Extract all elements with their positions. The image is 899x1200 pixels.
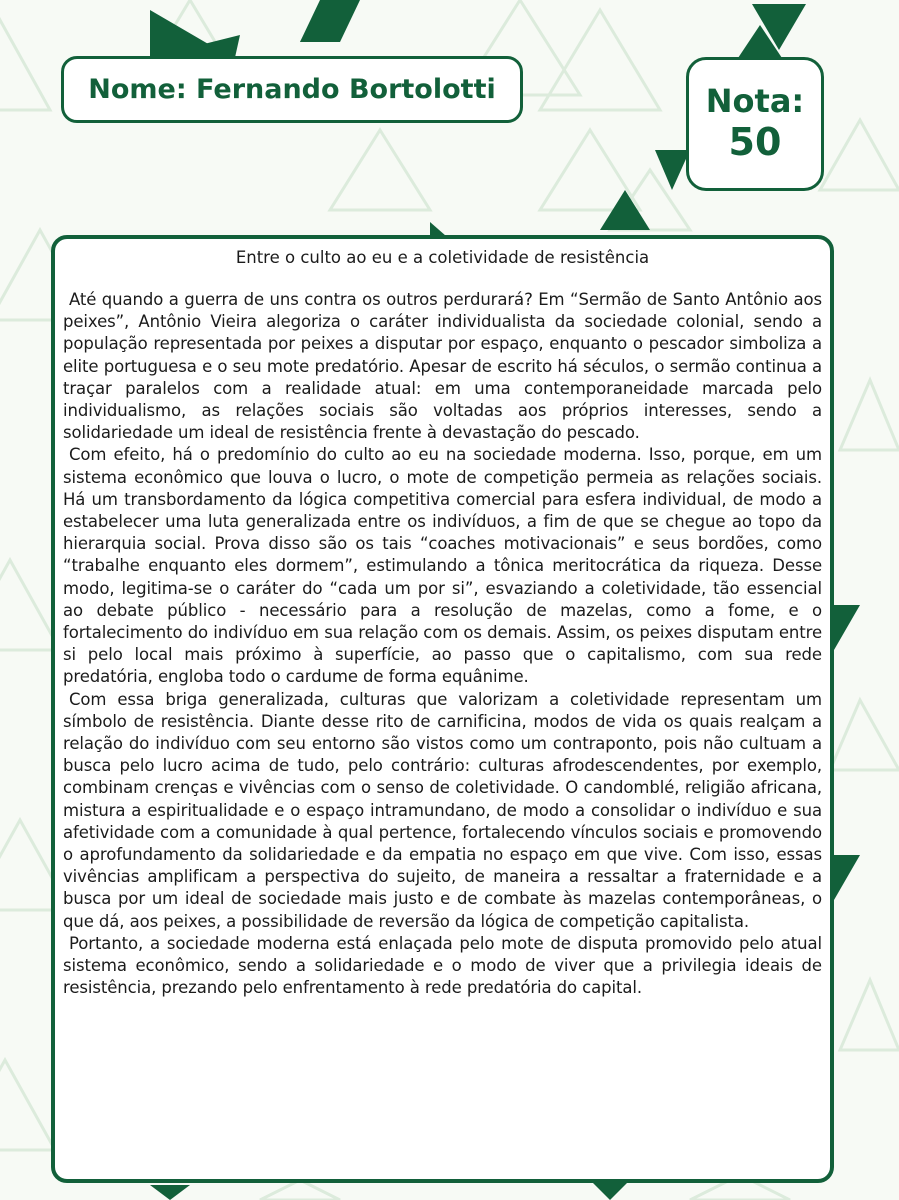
grade-box xyxy=(686,57,824,191)
essay-paragraph: Portanto, a sociedade moderna está enlaçada pelo mote de disputa promovido pelo atual sistema econômico, sendo a solidariedade e o modo de viver que a privilegia ideais de resistência, prezando pelo enfrentamento à rede predatória do capital. xyxy=(63,933,822,998)
essay-paragraph: Até quando a guerra de uns contra os outros perdurará? Em “Sermão de Santo Antônio aos peixes”, Antônio Vieira alegoriza o caráter individualista da sociedade colonial, sendo a população representada por peixes a disputar por espaço, enquanto o pescador simboliza a elite portuguesa e o seu mote predatório. Apesar de escrito há séculos, o sermão continua a traçar paralelos com a realidade atual: em uma contemporaneidade marcada pelo individualismo, as relações sociais são voltadas aos próprios interesses, sendo a solidariedade um ideal de resistência frente à devastação do pescado. xyxy=(63,290,822,443)
essay-box xyxy=(51,235,834,1183)
essay-paragraph: Com essa briga generalizada, culturas que valorizam a coletividade representam um símbolo de resistência. Diante desse rito de carnificina, modos de vida os quais realçam a relação do indivíduo com seu entorno são vistos como um contraponto, pois não cultuam a busca pelo lucro acima de tudo, pelo contrário: culturas afrodescendentes, por exemplo, combinam crenças e vivências com o senso de coletividade. O candomblé, religião africana, mistura a espiritualidade e o espaço intramundano, de modo a consolidar o indivíduo e sua afetividade com a comunidade à qual pertence, fortalecendo vínculos sociais e promovendo o aprofundamento da solidariedade e da empatia no espaço em que vive. Com isso, essas vivências amplificam a perspectiva do sujeito, de maneira a ressaltar a fraternidade e a busca por um ideal de sociedade mais justo e de combate às mazelas contemporâneas, o que dá, aos peixes, a possibilidade de reversão da lógica de competição capitalista. xyxy=(63,689,822,931)
essay-title: Entre o culto ao eu e a coletividade de resistência xyxy=(235,248,650,267)
student-name-box xyxy=(61,56,523,123)
grade-value: 50 xyxy=(728,120,782,164)
student-name: Nome: Fernando Bortolotti xyxy=(88,74,496,105)
grade-label: Nota: xyxy=(705,82,805,120)
essay-paragraph: Com efeito, há o predomínio do culto ao eu na sociedade moderna. Isso, porque, em um sistema econômico que louva o lucro, o mote de competição permeia as relações sociais. Há um transbordamento da lógica competitiva comercial para esfera individual, de modo a estabelecer uma luta generalizada entre os indivíduos, a fim de que se chegue ao topo da hierarquia social. Prova disso são os tais “coaches motivacionais” e seus bordões, como “trabalhe enquanto eles dormem”, estimulando a tônica meritocrática da riqueza. Desse modo, legitima-se o caráter do “cada um por si”, esvaziando a coletividade, tão essencial ao debate público - necessário para a resolução de mazelas, como a fome, e o fortalecimento do indivíduo em sua relação com os demais. Assim, os peixes disputam entre si pelo local mais próximo à superfície, ao passo que o capitalismo, com sua rede predatória, engloba todo o cardume de forma equânime. xyxy=(63,445,822,687)
